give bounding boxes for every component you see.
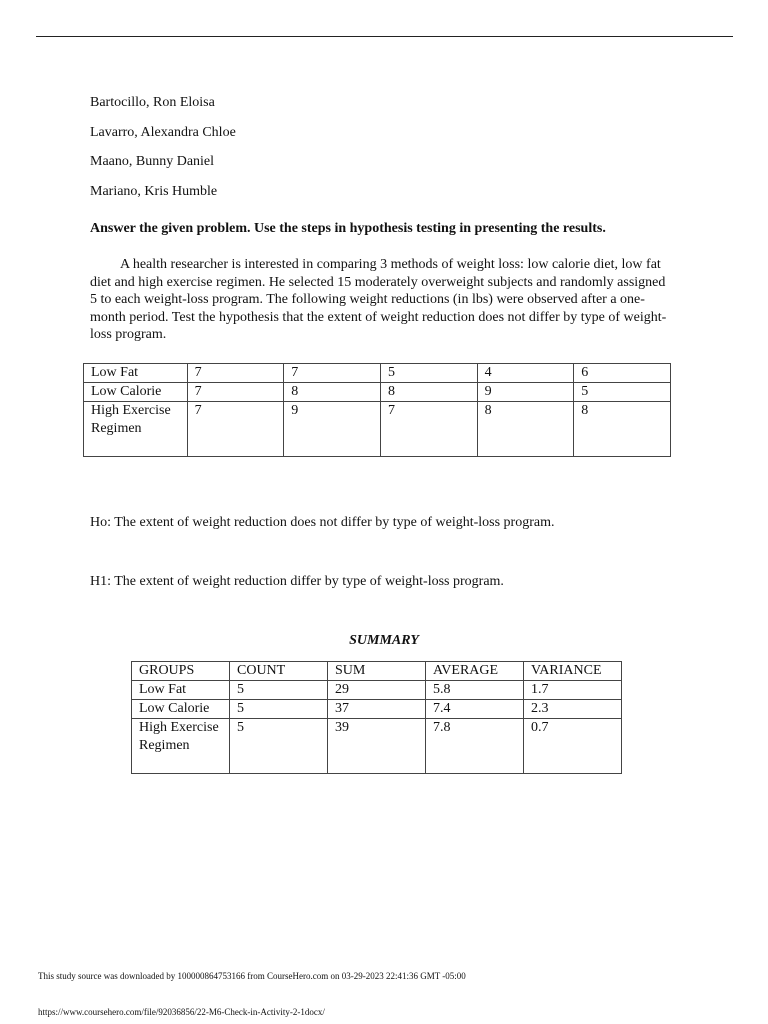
- table-cell: 7: [187, 364, 284, 383]
- table-cell: Low Fat: [132, 681, 230, 700]
- table-cell: 5: [574, 383, 671, 402]
- table-cell: 9: [284, 402, 381, 457]
- column-header: AVERAGE: [426, 662, 524, 681]
- table-row: [84, 402, 671, 457]
- weight-reduction-table: [83, 363, 671, 457]
- column-header: GROUPS: [132, 662, 230, 681]
- table-cell: 7: [187, 383, 284, 402]
- problem-statement: [90, 256, 670, 344]
- problem-text: A health researcher is interested in comparing 3 methods of weight loss: low calorie diet, low fat diet and high exercise regimen. He selected 15 moderately overweight subjects and randomly assigned 5 to each weight-loss program. The following weight reductions (in lbs) were observed after a one-month period. Test the hypothesis that the extent of weight reduction does not differ by type of weight-loss program.: [90, 257, 667, 342]
- table-row: [132, 719, 622, 774]
- table-cell: 2.3: [524, 700, 622, 719]
- author-name: Lavarro, Alexandra Chloe: [90, 124, 236, 140]
- table-cell: 8: [284, 383, 381, 402]
- table-cell: 7: [284, 364, 381, 383]
- table-cell: 9: [477, 383, 574, 402]
- table-cell: 39: [328, 719, 426, 774]
- top-divider: [36, 36, 733, 37]
- table-cell: 8: [574, 402, 671, 457]
- table-cell: 5.8: [426, 681, 524, 700]
- table-cell: 5: [230, 719, 328, 774]
- row-label: Low Calorie: [84, 383, 188, 402]
- null-hypothesis: Ho: The extent of weight reduction does not differ by type of weight-loss program.: [90, 515, 555, 530]
- table-cell: 7: [187, 402, 284, 457]
- author-list: [90, 93, 236, 211]
- summary-title: SUMMARY: [349, 633, 419, 648]
- table-cell: 7.8: [426, 719, 524, 774]
- column-header: COUNT: [230, 662, 328, 681]
- author-name: Maano, Bunny Daniel: [90, 154, 215, 169]
- row-label: Low Fat: [84, 364, 188, 383]
- column-header: SUM: [328, 662, 426, 681]
- table-cell: 5: [380, 364, 477, 383]
- table-cell: 6: [574, 364, 671, 383]
- table-cell: 7.4: [426, 700, 524, 719]
- table-header-row: [132, 662, 622, 681]
- table-row: [132, 681, 622, 700]
- author-name: Mariano, Kris Humble: [90, 183, 218, 199]
- instruction-heading: Answer the given problem. Use the steps in hypothesis testing in presenting the results.: [90, 221, 606, 236]
- table-cell: High Exercise Regimen: [132, 719, 230, 774]
- table-cell: 1.7: [524, 681, 622, 700]
- table-cell: 29: [328, 681, 426, 700]
- table-cell: 7: [380, 402, 477, 457]
- table-row: [84, 383, 671, 402]
- table-row: [84, 364, 671, 383]
- table-cell: 8: [380, 383, 477, 402]
- table-row: [132, 700, 622, 719]
- row-label: High Exercise Regimen: [84, 402, 188, 457]
- column-header: VARIANCE: [524, 662, 622, 681]
- table-cell: Low Calorie: [132, 700, 230, 719]
- table-cell: 4: [477, 364, 574, 383]
- table-cell: 0.7: [524, 719, 622, 774]
- table-cell: 5: [230, 700, 328, 719]
- summary-table: [131, 661, 622, 774]
- table-cell: 37: [328, 700, 426, 719]
- alternative-hypothesis: H1: The extent of weight reduction differ by type of weight-loss program.: [90, 574, 504, 589]
- author-name: Bartocillo, Ron Eloisa: [90, 95, 215, 110]
- table-cell: 5: [230, 681, 328, 700]
- download-notice: This study source was downloaded by 100000864753166 from CourseHero.com on 03-29-2023 22:41:36 GMT -05:00: [38, 971, 466, 981]
- source-url[interactable]: https://www.coursehero.com/file/92036856/22-M6-Check-in-Activity-2-1docx/: [38, 1007, 325, 1017]
- table-cell: 8: [477, 402, 574, 457]
